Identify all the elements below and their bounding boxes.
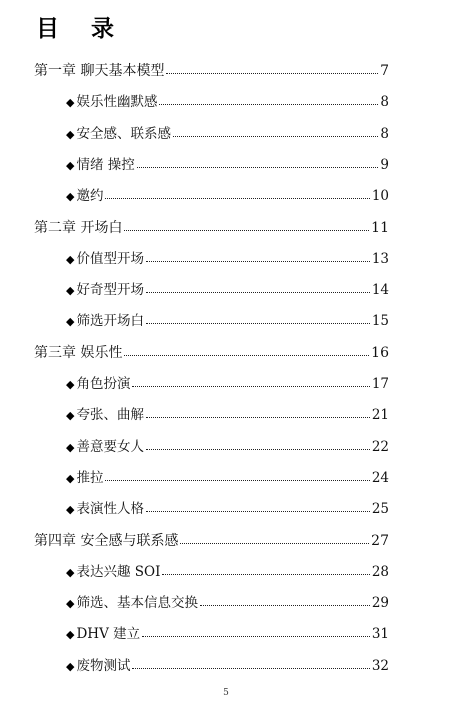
diamond-bullet-icon: ◆ [66,659,75,673]
toc-chapter-entry[interactable] [34,342,389,364]
dot-leader [146,260,370,262]
toc-entry-label: 安全感、联系感 [76,125,171,142]
toc-page-number: 17 [371,376,389,392]
toc-entry-label: 价值型开场 [76,250,144,267]
dot-leader [146,510,370,512]
toc-entry-label: 表演性人格 [76,501,144,518]
toc-page-number: 24 [371,469,389,486]
toc-section-entry[interactable] [66,248,389,270]
toc-entry-label: 善意要女人 [76,438,144,455]
dot-leader [105,479,369,481]
diamond-bullet-icon: ◆ [66,471,75,485]
toc-entry-label: 推拉 [76,469,104,486]
toc-entry-label: 筛选开场白 [76,313,144,330]
dot-leader [146,416,370,418]
toc-chapter-entry[interactable] [34,60,389,82]
diamond-bullet-icon: ◆ [66,628,75,642]
toc-page-number: 16 [371,344,389,361]
dot-leader [159,103,378,105]
toc-section-entry[interactable] [66,623,389,645]
toc-section-entry[interactable] [66,436,389,458]
dot-leader [146,291,370,293]
diamond-bullet-icon: ◆ [66,96,75,110]
toc-section-entry[interactable] [66,404,389,426]
toc-section-entry[interactable] [66,123,389,145]
toc-entry-label: 第三章 娱乐性 [34,344,123,361]
toc-section-entry[interactable] [66,561,389,583]
toc-section-entry[interactable] [66,91,389,113]
diamond-bullet-icon: ◆ [66,190,75,204]
diamond-bullet-icon: ◆ [66,503,75,517]
toc-page-number: 22 [371,438,389,455]
dot-leader [146,448,370,450]
page-footer-number: 5 [223,688,229,698]
toc-page-number: 27 [371,532,389,549]
diamond-bullet-icon: ◆ [66,284,75,298]
diamond-bullet-icon: ◆ [66,597,75,611]
toc-entry-label: 废物测试 [76,657,131,674]
toc-page-number: 14 [371,282,389,299]
toc-page-number: 28 [371,563,389,580]
toc-entry-label: 筛选、基本信息交换 [76,595,198,612]
toc-page-number: 13 [371,250,389,267]
toc-entry-label: 表达兴趣 SOI [76,563,161,580]
dot-leader [166,72,378,74]
toc-section-entry[interactable] [66,592,389,614]
toc-entry-label: 第四章 安全感与联系感 [34,532,179,549]
dot-leader [137,166,379,168]
toc-section-entry[interactable] [66,467,389,489]
toc-entry-label: 角色扮演 [76,376,131,392]
dot-leader [132,385,369,387]
diamond-bullet-icon: ◆ [66,378,75,391]
diamond-bullet-icon: ◆ [66,315,75,329]
toc-page-number: 10 [371,188,389,205]
toc-entry-label: 情绪 操控 [76,156,135,173]
toc-entry-label: DHV 建立 [76,626,141,643]
dot-leader [105,197,369,199]
diamond-bullet-icon: ◆ [66,252,75,266]
toc-page-number: 8 [380,125,389,142]
toc-page-number: 9 [380,156,389,173]
toc-page-number: 21 [371,407,389,424]
toc-section-entry[interactable] [66,154,389,176]
dot-leader [132,667,369,669]
toc-entry-label: 娱乐性幽默感 [76,94,158,111]
toc-section-entry[interactable] [66,279,389,301]
dot-leader [162,573,369,575]
toc-page-number: 7 [380,63,389,79]
toc-page-number: 29 [371,595,389,612]
toc-entry-label: 第二章 开场白 [34,219,123,236]
diamond-bullet-icon: ◆ [66,127,75,141]
toc-section-entry[interactable] [66,310,389,332]
toc-page-number: 25 [371,501,389,518]
toc-entry-label: 第一章 聊天基本模型 [34,63,165,79]
page-title: 目 录 [36,16,127,42]
dot-leader [180,542,369,544]
dot-leader [124,229,369,231]
toc-page-number: 8 [380,94,389,111]
toc-section-entry[interactable] [66,373,389,395]
toc-chapter-entry[interactable] [34,530,389,552]
toc-entry-label: 邀约 [76,188,104,205]
diamond-bullet-icon: ◆ [66,158,75,172]
dot-leader [142,635,370,637]
dot-leader [146,322,370,324]
toc-entry-label: 夸张、曲解 [76,407,144,424]
dot-leader [124,354,369,356]
dot-leader [200,604,370,606]
toc-section-entry[interactable] [66,655,389,677]
toc-page-number: 11 [371,219,389,236]
dot-leader [173,135,378,137]
diamond-bullet-icon: ◆ [66,565,75,579]
toc-page-number: 31 [371,626,389,643]
toc-page-number: 32 [371,657,389,674]
diamond-bullet-icon: ◆ [66,409,75,423]
toc-section-entry[interactable] [66,185,389,207]
toc-section-entry[interactable] [66,498,389,520]
toc-entry-label: 好奇型开场 [76,282,144,299]
toc-page-number: 15 [371,313,389,330]
toc-chapter-entry[interactable] [34,217,389,239]
diamond-bullet-icon: ◆ [66,440,75,454]
